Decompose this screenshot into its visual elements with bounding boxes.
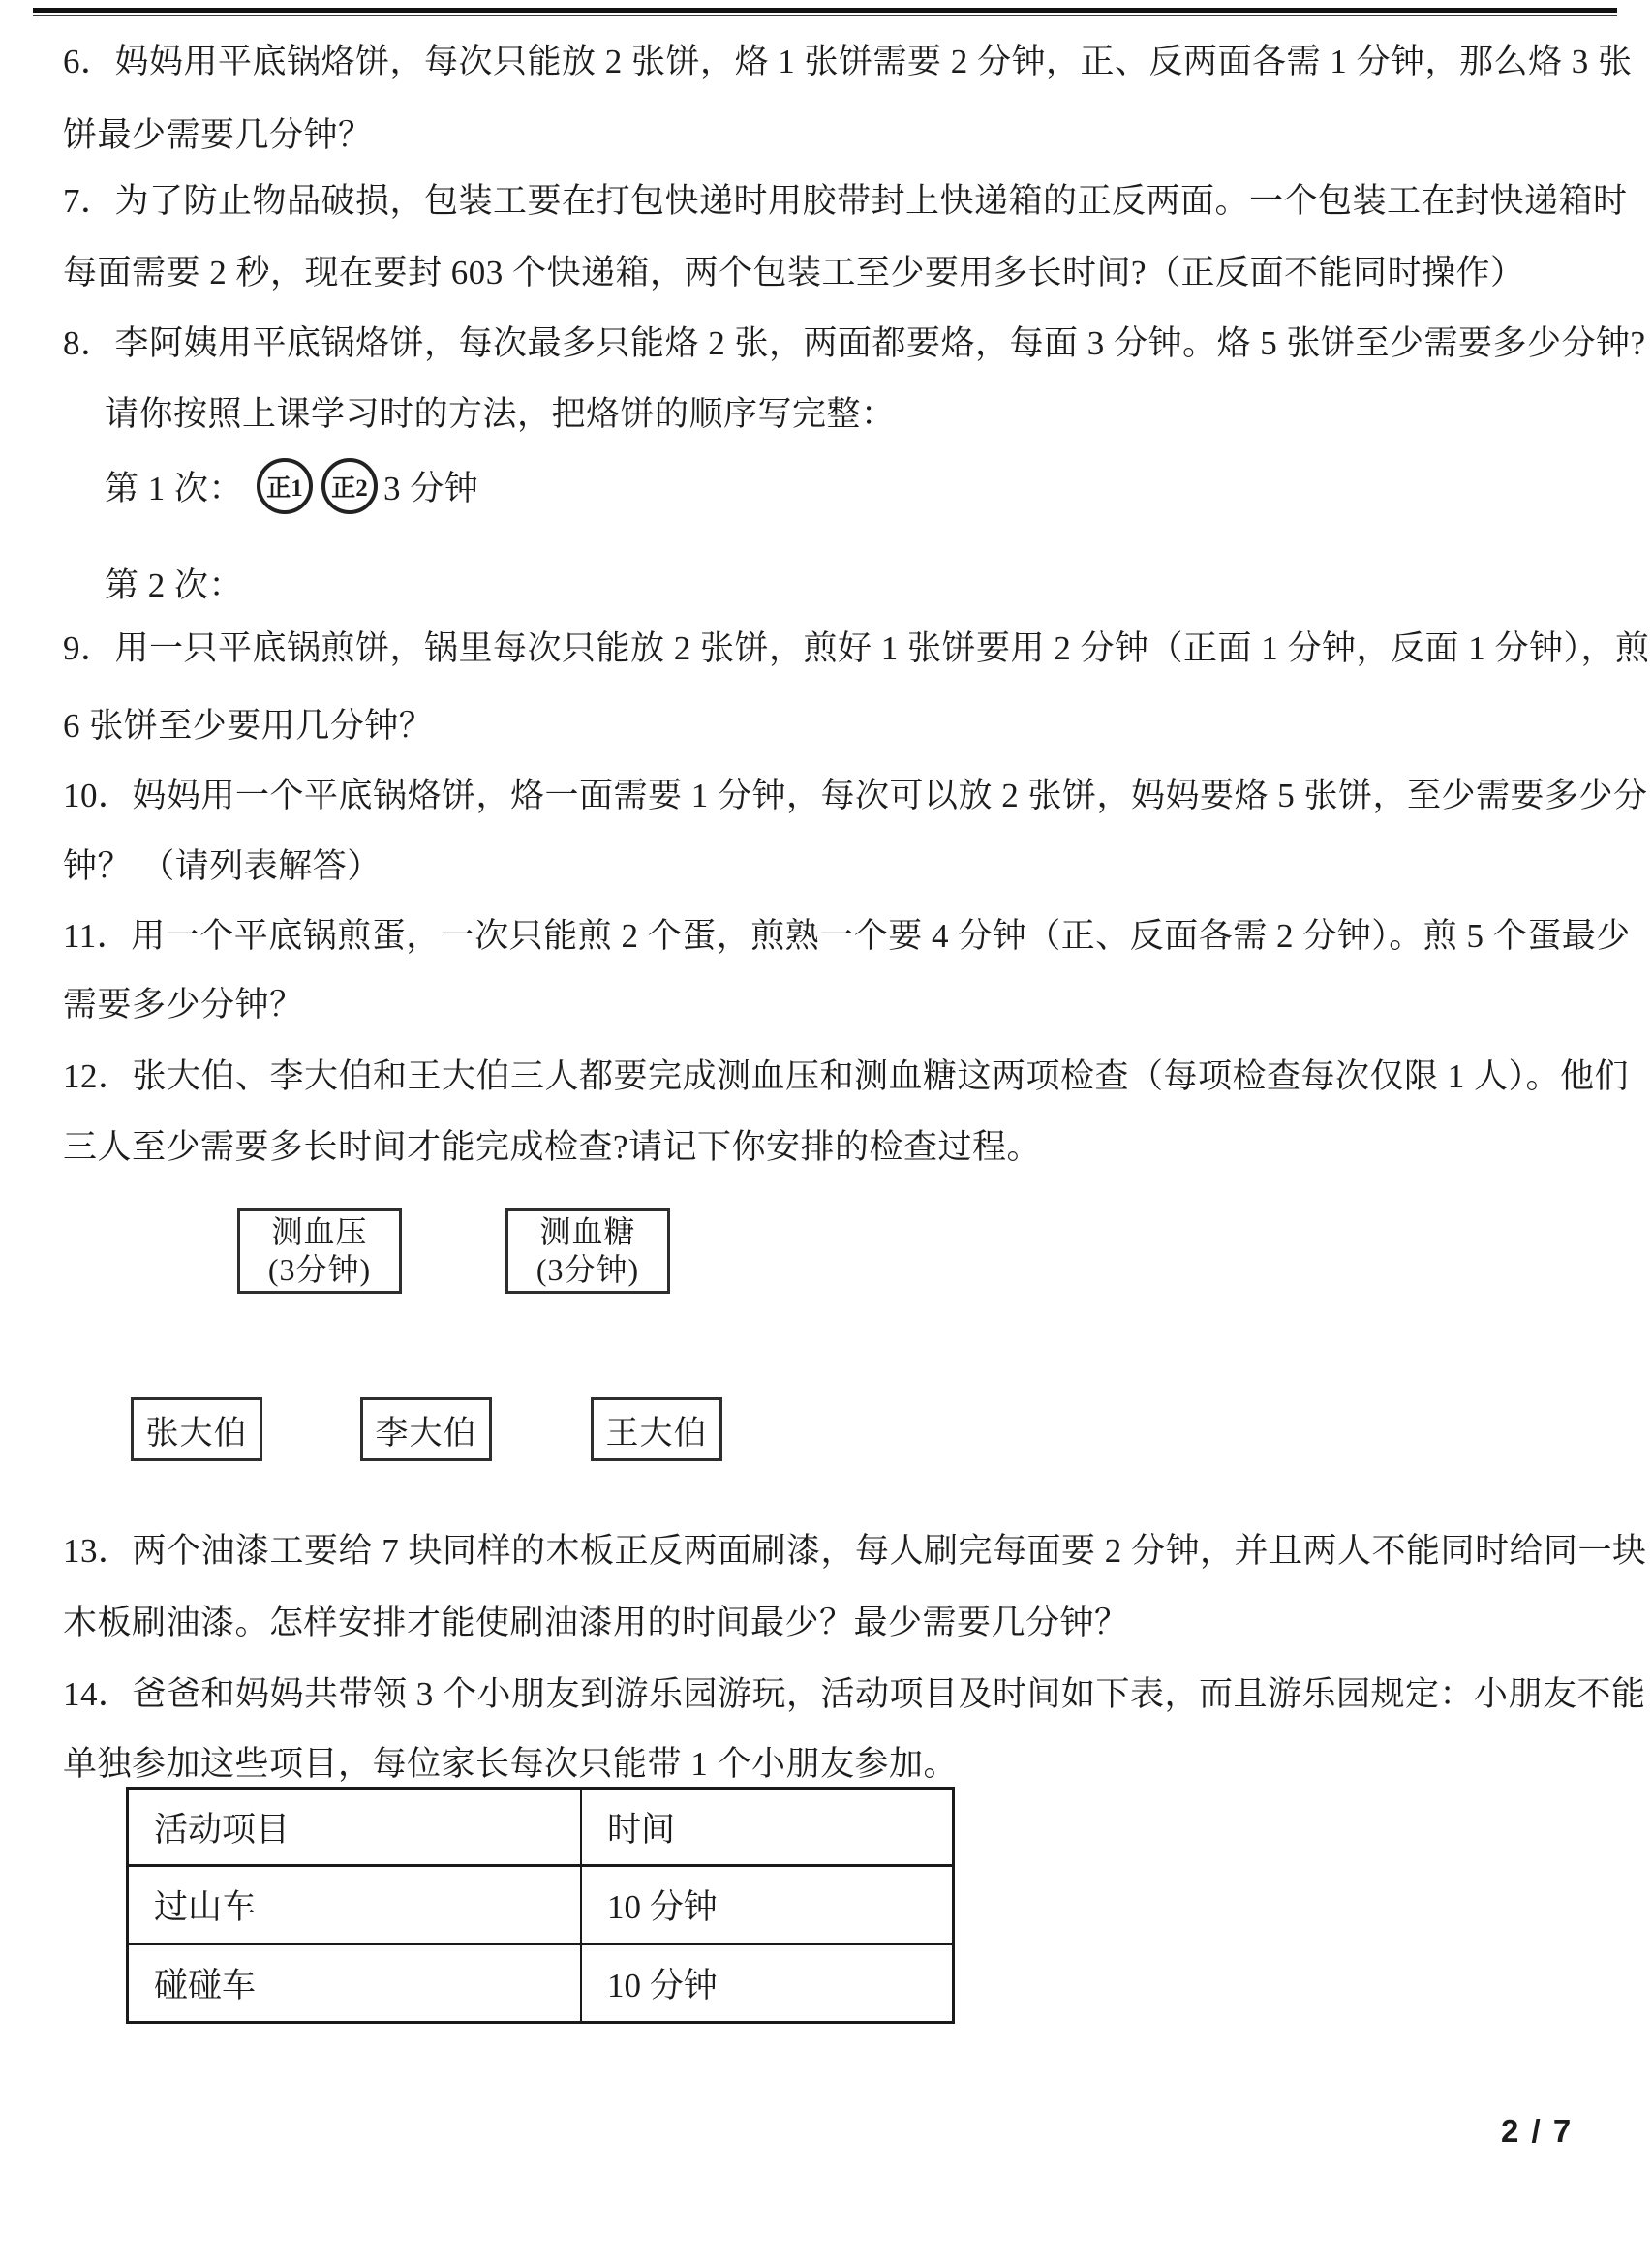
person-box-wang: 王大伯 xyxy=(591,1397,722,1461)
question-7-line-1: 7．为了防止物品破损，包装工要在打包快递时用胶带封上快递箱的正反两面。一个包装工在封快递箱时 xyxy=(63,182,1628,220)
question-13-line-2: 木板刷油漆。怎样安排才能使刷油漆用的时间最少？最少需要几分钟？ xyxy=(63,1604,1129,1641)
task-box-blood-sugar xyxy=(505,1208,670,1294)
task-box-title: 测血糖 xyxy=(539,1214,636,1249)
task-box-duration: (3分钟) xyxy=(267,1252,372,1287)
question-14-line-1: 14．爸爸和妈妈共带领 3 个小朋友到游乐园游玩，活动项目及时间如下表，而且游乐园规定：小朋友不能 xyxy=(63,1675,1646,1713)
page-top-rule xyxy=(33,8,1617,16)
question-11-line-2: 需要多少分钟？ xyxy=(63,986,304,1024)
header-time: 时间 xyxy=(581,1789,954,1866)
question-12-line-2: 三人至少需要多长时间才能完成检查?请记下你安排的检查过程。 xyxy=(63,1128,1042,1166)
table-header-row xyxy=(128,1789,954,1866)
question-13-line-1: 13．两个油漆工要给 7 块同样的木板正反两面刷漆，每人刷完每面要 2 分钟，并且两人不能同时给同一块 xyxy=(63,1532,1647,1570)
question-9-line-2: 6 张饼至少要用几分钟？ xyxy=(63,707,434,745)
question-6-line-1: 6．妈妈用平底锅烙饼，每次只能放 2 张饼，烙 1 张饼需要 2 分钟，正、反两面各需 1 分钟，那么烙 3 张 xyxy=(63,43,1633,80)
table-row xyxy=(128,1944,954,2023)
page-number: 2 / 7 xyxy=(1501,2113,1574,2149)
person-box-zhang: 张大伯 xyxy=(131,1397,262,1461)
header-activity: 活动项目 xyxy=(128,1789,582,1866)
table-row xyxy=(128,1866,954,1944)
cell-time: 10 分钟 xyxy=(581,1944,954,2023)
question-6-line-2: 饼最少需要几分钟？ xyxy=(63,116,373,154)
cell-time: 10 分钟 xyxy=(581,1866,954,1944)
step-1-label: 第 1 次： xyxy=(105,470,244,507)
task-box-blood-pressure xyxy=(237,1208,402,1294)
task-box-duration: (3分钟) xyxy=(535,1252,640,1287)
question-10-line-2: 钟？ （请列表解答） xyxy=(63,847,382,885)
question-8-line-1: 8．李阿姨用平底锅烙饼，每次最多只能烙 2 张，两面都要烙，每面 3 分钟。烙 5 张饼至少需要多少分钟? xyxy=(63,324,1646,362)
question-10-line-1: 10．妈妈用一个平底锅烙饼，烙一面需要 1 分钟，每次可以放 2 张饼，妈妈要烙 5 张饼，至少需要多少分 xyxy=(63,777,1648,814)
pancake-front-1-icon: 正1 xyxy=(257,458,313,514)
pancake-front-2-icon: 正2 xyxy=(321,458,378,514)
person-box-li: 李大伯 xyxy=(360,1397,492,1461)
question-9-line-1: 9．用一只平底锅煎饼，锅里每次只能放 2 张饼，煎好 1 张饼要用 2 分钟（正面 1 分钟，反面 1 分钟），煎 xyxy=(63,629,1650,667)
question-14-line-2: 单独参加这些项目，每位家长每次只能带 1 个小朋友参加。 xyxy=(63,1745,959,1783)
question-7-line-2: 每面需要 2 秒，现在要封 603 个快递箱，两个包装工至少要用多长时间?（正反面不能同时操作） xyxy=(63,254,1525,291)
cell-activity: 过山车 xyxy=(128,1866,582,1944)
step-1-duration: 3 分钟 xyxy=(383,470,479,507)
activity-time-table xyxy=(126,1787,955,2024)
question-8-step-2: 第 2 次： xyxy=(105,566,244,604)
task-box-title: 测血压 xyxy=(271,1214,368,1249)
question-8-step-1 xyxy=(105,453,478,519)
question-8-line-2: 请你按照上课学习时的方法，把烙饼的顺序写完整： xyxy=(105,395,896,433)
cell-activity: 碰碰车 xyxy=(128,1944,582,2023)
question-12-line-1: 12．张大伯、李大伯和王大伯三人都要完成测血压和测血糖这两项检查（每项检查每次仅限 1 人）。他们 xyxy=(63,1057,1630,1095)
question-11-line-1: 11．用一个平底锅煎蛋，一次只能煎 2 个蛋，煎熟一个要 4 分钟（正、反面各需 2 分钟）。煎 5 个蛋最少 xyxy=(63,917,1631,955)
